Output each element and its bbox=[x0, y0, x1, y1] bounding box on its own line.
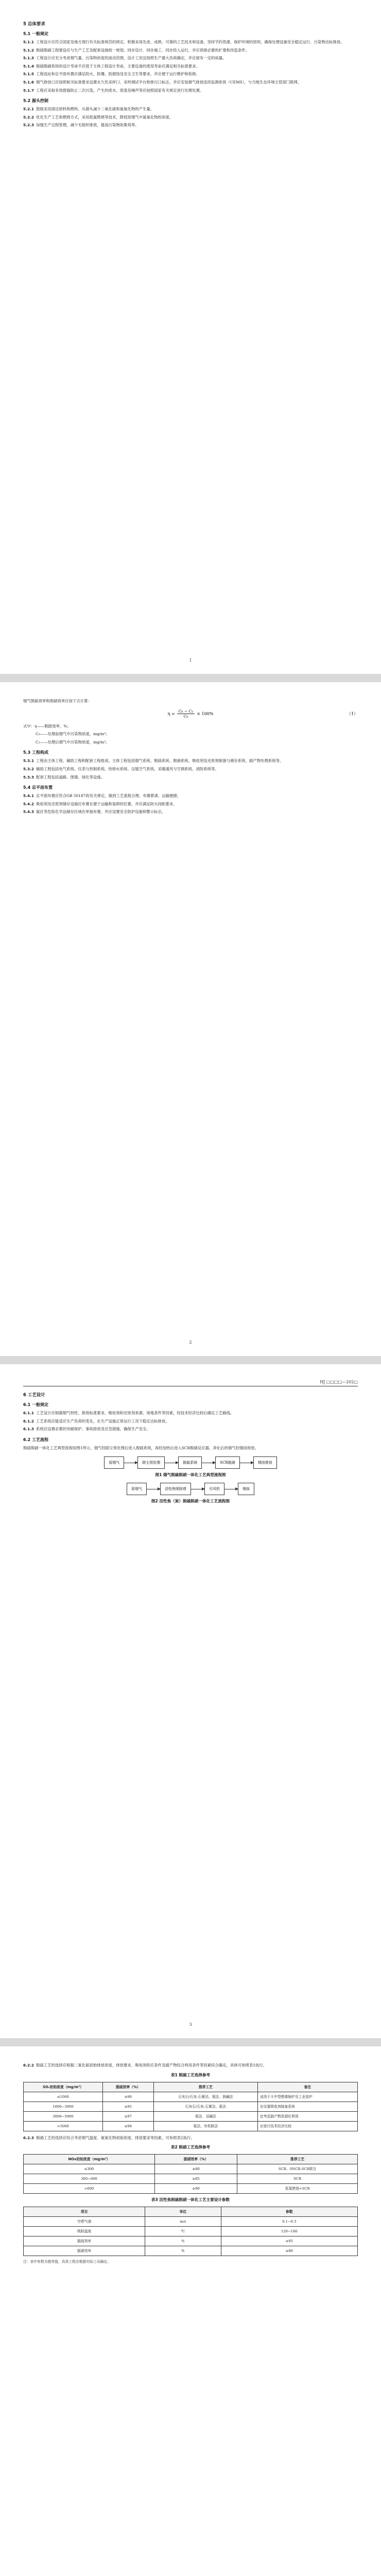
table-cell: ≥95 bbox=[221, 2236, 357, 2246]
formula-denominator: C₀ bbox=[183, 714, 188, 719]
table-header-cell: 脱硫效率（%） bbox=[102, 2082, 153, 2092]
paragraph bbox=[23, 792, 358, 800]
table-header-cell: 参数 bbox=[221, 2207, 357, 2217]
table-row bbox=[24, 2227, 358, 2236]
clause-text: 优化生产工艺和燃烧方式，采用低氮燃烧等技术，降低原烟气中氮氧化物的浓度。 bbox=[36, 114, 174, 120]
table-cell: 应设置吸收剂制备系统 bbox=[257, 2102, 357, 2111]
table-cell: 3000~5000 bbox=[24, 2111, 103, 2121]
paragraph-list bbox=[23, 39, 358, 94]
clause-number: 5.2.3 bbox=[23, 123, 34, 128]
table-cell: SCR bbox=[237, 2174, 358, 2184]
formula-numerator: C₀ − C₁ bbox=[177, 709, 195, 714]
flow-step-box: SCR脱硝 bbox=[215, 1456, 239, 1469]
clause-text: 工艺设计应根据烟气特性、排放标准要求、吸收剂和还原剂来源、场地条件等因素，经技术经济比较后确定工艺路线。 bbox=[36, 1411, 234, 1415]
clause-text: 脱硫工艺的选择应根据二氧化硫初始排放浓度、排放要求、吸收剂供应条件及副产物综合利用条件等因素综合确定，具体可参照表1执行。 bbox=[36, 2063, 267, 2067]
table-row bbox=[24, 2092, 358, 2102]
table-caption: 表1 脱硫工艺选择参考 bbox=[170, 2072, 211, 2077]
table-cell: >5000 bbox=[24, 2121, 103, 2131]
table-cell: m/s bbox=[145, 2217, 221, 2227]
table-cell: ℃ bbox=[145, 2227, 221, 2236]
table-header-cell: 备注 bbox=[257, 2082, 357, 2092]
table-cell: ≥90 bbox=[155, 2184, 237, 2194]
paragraph bbox=[23, 2062, 358, 2069]
subsection-heading: 5.3 工程构成 bbox=[23, 750, 48, 755]
clause-text: 鼓励采用清洁原料和燃料，从源头减少二氧化硫和氮氧化物的产生量。 bbox=[36, 107, 154, 112]
table-cell: ≥80 bbox=[221, 2246, 357, 2256]
page-1-content bbox=[23, 15, 358, 130]
clause-text: 配套工程包括道路、围墙、绿化等设施。 bbox=[36, 774, 105, 779]
flow-step-box: 原烟气 bbox=[127, 1483, 147, 1495]
flow-description: 脱硫脱硝一体化工艺典型流程如图1所示，烟气经除尘预处理后进入脱硫系统，再经加热后进入SCR脱硝反应器，净化后的烟气经烟囱排放。 bbox=[23, 1445, 259, 1450]
table-cell: ≥90 bbox=[102, 2092, 153, 2102]
paragraph bbox=[23, 106, 358, 113]
flow-step-box: 除尘预处理 bbox=[137, 1456, 165, 1469]
formula-var: C₀——处理前烟气中污染物浓度，mg/m³； bbox=[36, 732, 110, 737]
table-cell: 氨法、双碱法 bbox=[153, 2111, 257, 2121]
paragraph bbox=[23, 39, 358, 46]
clause-text: 加强生产过程管理，减少无组织排放，提高污染物收集效率。 bbox=[36, 123, 139, 128]
page-number: 3 bbox=[189, 2022, 192, 2027]
subsection-heading: 6.2 工艺流程 bbox=[23, 1437, 48, 1442]
table-cell: >600 bbox=[24, 2184, 155, 2194]
clause-number: 5.4.3 bbox=[23, 809, 34, 815]
table-cell: 石灰石/石灰-石膏法、氨法、钠碱法 bbox=[153, 2092, 257, 2102]
page-number: 2 bbox=[189, 1340, 192, 1345]
section-heading: 5 总体要求 bbox=[23, 22, 45, 27]
paragraph bbox=[23, 47, 358, 54]
paragraph bbox=[23, 114, 358, 121]
table-row bbox=[24, 2174, 358, 2184]
table-caption: 表3 活性焦脱硫脱硝一体化工艺主要设计参数 bbox=[151, 2197, 230, 2202]
clause-text: 总平面布置应符合GB 50187的有关规定，做到工艺流程合理、布置紧凑、运输便捷。 bbox=[36, 793, 181, 799]
clause-text: 烟气排放口应按照相关标准要求设置永久性采样口、采样测试平台和排污口标志，并应安装烟气排放连续监测系统（CEMS），与当地生态环境主管部门联网。 bbox=[36, 79, 302, 84]
table-cell: ≥95 bbox=[102, 2102, 153, 2111]
clause-text: 脱硫脱硝工程建设应与生产工艺及配套设施统一规划、同步设计、同步施工、同步投入运行，并应预留必要的扩建和改造条件。 bbox=[36, 47, 249, 53]
flow-step-box: 原烟气 bbox=[104, 1456, 124, 1469]
table-row bbox=[24, 2246, 358, 2256]
clause-text: 辅助工程包括电气系统、仪表与控制系统、给排水系统、压缩空气系统、采暖通风与空调系统、消防系统等。 bbox=[36, 766, 219, 771]
efficiency-formula bbox=[23, 709, 358, 719]
clause-text: 工程由主体工程、辅助工程和配套工程组成。主体工程包括烟气系统、脱硫系统、脱硝系统、吸收剂及还原剂制备与储存系统、副产物处理系统等。 bbox=[36, 758, 284, 764]
clause-number: 5.3.1 bbox=[23, 758, 34, 764]
table-cell: 0.1~0.3 bbox=[221, 2217, 357, 2227]
table-cell: 120~160 bbox=[221, 2227, 357, 2236]
subsection-heading: 5.1 一般规定 bbox=[23, 31, 48, 36]
page-3 bbox=[0, 1364, 381, 2038]
clause-number: 5.3.3 bbox=[23, 774, 34, 779]
table-cell: 脱硝效率 bbox=[24, 2246, 145, 2256]
clause-text: 脱硫脱硝系统的设计寿命不应低于主体工程设计寿命，主要设备的使用寿命应满足相关标准要求。 bbox=[36, 63, 200, 69]
clause-number: 5.4.2 bbox=[23, 801, 34, 806]
paragraph bbox=[23, 774, 358, 781]
paragraph bbox=[23, 122, 358, 129]
table-cell: 宜考虑副产物资源化利用 bbox=[257, 2111, 357, 2121]
table-cell: ≤300 bbox=[24, 2164, 155, 2174]
table-cell: 低氮燃烧+SCR bbox=[237, 2184, 358, 2194]
clause-number: 5.2.1 bbox=[23, 107, 34, 112]
clause-number: 5.1.7 bbox=[23, 88, 34, 93]
figure-caption: 图1 烟气脱硫脱硝一体化工艺典型流程图 bbox=[155, 1472, 226, 1478]
table-header-cell: 推荐工艺 bbox=[237, 2155, 358, 2164]
process-flow-diagram bbox=[23, 1483, 358, 1495]
table-cell: 空塔气速 bbox=[24, 2217, 145, 2227]
flow-step-box: 脱硫系统 bbox=[178, 1456, 202, 1469]
clause-number: 6.1.3 bbox=[23, 1427, 34, 1432]
page-2-content bbox=[23, 698, 358, 817]
clause-number: 6.2.2 bbox=[23, 2063, 34, 2067]
paragraph-list bbox=[23, 757, 358, 781]
clause-text: 工程选址和总平面布置应满足防火、防爆、防腐蚀及安全卫生等要求，并应便于运行维护和检修。 bbox=[36, 72, 200, 77]
clause-number: 5.1.3 bbox=[23, 56, 34, 61]
page-number: 1 bbox=[189, 658, 192, 663]
clause-text: 脱硝工艺的选择应综合考虑烟气温度、氮氧化物初始浓度、排放要求等因素，可参照表2执行。 bbox=[36, 2135, 195, 2140]
paragraph bbox=[23, 766, 358, 773]
clause-text: 吸收剂及还原剂储存设施应布置在便于运输和装卸的位置，并应满足防火间距要求。 bbox=[36, 801, 177, 806]
clause-number: 6.1.2 bbox=[23, 1418, 34, 1423]
table-header-cell: NOx初始浓度（mg/m³） bbox=[24, 2155, 155, 2164]
formula-var: C₁——处理后烟气中污染物浓度，mg/m³。 bbox=[36, 739, 110, 744]
paragraph bbox=[23, 1410, 358, 1417]
table-row bbox=[24, 2217, 358, 2227]
page-3-content bbox=[23, 1380, 358, 1508]
table-cell: % bbox=[145, 2236, 221, 2246]
table-row bbox=[24, 2111, 358, 2121]
formula-label: （1） bbox=[347, 711, 358, 716]
clause-number: 5.1.1 bbox=[23, 40, 34, 44]
subsection-heading: 5.4 总平面布置 bbox=[23, 785, 53, 790]
clause-number: 5.4.1 bbox=[23, 793, 34, 799]
table-note: 注：表中参数为推荐值，具体工程应根据实际工况确定。 bbox=[23, 2260, 111, 2264]
page-4 bbox=[0, 2046, 381, 2576]
formula-var: 式中：η——脱除效率，%； bbox=[23, 723, 71, 728]
clause-text: 工程应采取有效措施防止二次污染，产生的废水、废渣及噪声等应按照国家有关规定进行处理处置。 bbox=[36, 88, 204, 93]
formula-fraction bbox=[177, 709, 195, 719]
clause-number: 5.1.5 bbox=[23, 72, 34, 77]
table-cell: ≥80 bbox=[155, 2164, 237, 2174]
table-cell: 300~600 bbox=[24, 2174, 155, 2184]
table-header-cell: 推荐工艺 bbox=[153, 2082, 257, 2092]
formula-lhs: η = bbox=[167, 711, 175, 716]
data-table bbox=[23, 2154, 358, 2194]
clause-number: 5.3.2 bbox=[23, 766, 34, 771]
table-row bbox=[24, 2102, 358, 2111]
clause-number: 5.1.2 bbox=[23, 47, 34, 53]
clause-number: 5.1.4 bbox=[23, 63, 34, 69]
table-cell: 适用于大中型燃煤锅炉及工业窑炉 bbox=[257, 2092, 357, 2102]
table-cell: ≥97 bbox=[102, 2111, 153, 2121]
table-row bbox=[24, 2184, 358, 2194]
paragraph-list bbox=[23, 1410, 358, 1433]
formula-intro: 烟气脱硫效率和脱硝效率应按下式计算： bbox=[23, 699, 92, 703]
paragraph bbox=[23, 801, 358, 808]
paragraph bbox=[23, 79, 358, 86]
clause-number: 6.1.1 bbox=[23, 1411, 34, 1415]
paragraph bbox=[23, 63, 358, 70]
table-cell: 1000~3000 bbox=[24, 2102, 103, 2111]
page-4-content bbox=[23, 2062, 358, 2268]
clause-text: 氨区等危险化学品储存区域应单独布置，并应设置安全防护设施和警示标志。 bbox=[36, 809, 166, 815]
paragraph bbox=[23, 71, 358, 78]
table-row bbox=[24, 2121, 358, 2131]
table-header-cell: SO₂初始浓度（mg/m³） bbox=[24, 2082, 103, 2092]
clause-text: 工程设计应符合国家及地方现行有关标准规范的规定，积极采用先进、成熟、可靠的工艺技术和设备，坚持节约资源、保护环境的原则，确保处理设施安全稳定运行、污染物达标排放。 bbox=[36, 40, 344, 44]
table-cell: ≥98 bbox=[102, 2121, 153, 2131]
clause-text: 工程设计应充分考虑烟气量、污染物浓度的波动范围，设计工况宜按照生产最大负荷确定，并应留有一定的裕量。 bbox=[36, 56, 227, 61]
formula-tail: × 100% bbox=[197, 711, 214, 716]
paragraph bbox=[23, 55, 358, 62]
paragraph bbox=[23, 87, 358, 94]
table-header-cell: 脱硝效率（%） bbox=[155, 2155, 237, 2164]
clause-text: 工艺系统应能适应生产负荷的变化，在生产设施正常运行工况下稳定达标排放。 bbox=[36, 1418, 169, 1423]
clause-number: 6.2.3 bbox=[23, 2135, 34, 2140]
data-table bbox=[23, 2082, 358, 2131]
clause-number: 5.2.2 bbox=[23, 114, 34, 120]
figure-caption: 图2 活性焦（炭）脱硫脱硝一体化工艺流程图 bbox=[151, 1499, 230, 1504]
paragraph bbox=[23, 757, 358, 765]
table-cell: % bbox=[145, 2246, 221, 2256]
table-cell: ≤1000 bbox=[24, 2092, 103, 2102]
paragraph bbox=[23, 808, 358, 816]
page-1 bbox=[0, 0, 381, 674]
page-2 bbox=[0, 682, 381, 1356]
table-cell: 氨法、有机胺法 bbox=[153, 2121, 257, 2131]
data-table bbox=[23, 2207, 358, 2256]
table-cell: 应进行技术经济比较 bbox=[257, 2121, 357, 2131]
flow-step-box: 引风机 bbox=[204, 1483, 224, 1495]
table-caption: 表2 脱硝工艺选择参考 bbox=[170, 2145, 211, 2150]
table-cell: 吸附温度 bbox=[24, 2227, 145, 2236]
running-header: HJ □□□□—202□ bbox=[23, 1380, 358, 1386]
table-header-cell: 项目 bbox=[24, 2207, 145, 2217]
table-cell: SCR、SNCR-SCR联合 bbox=[237, 2164, 358, 2174]
table-cell: 石灰石/石灰-石膏法、氨法 bbox=[153, 2102, 257, 2111]
table-row bbox=[24, 2236, 358, 2246]
flow-step-box: 活性焦吸附塔 bbox=[160, 1483, 191, 1495]
flow-step-box: 烟囱排放 bbox=[253, 1456, 277, 1469]
paragraph bbox=[23, 1418, 358, 1425]
clause-text: 系统应设置必要的旁路保护、事故排放及应急措施，确保生产安全。 bbox=[36, 1427, 150, 1432]
table-row bbox=[24, 2164, 358, 2174]
paragraph-list bbox=[23, 792, 358, 816]
paragraph-list bbox=[23, 106, 358, 129]
subsection-heading: 6.1 一般规定 bbox=[23, 1402, 48, 1407]
subsection-heading: 5.2 源头控制 bbox=[23, 98, 48, 104]
flow-step-box: 烟囱 bbox=[238, 1483, 254, 1495]
paragraph bbox=[23, 1426, 358, 1433]
table-header-cell: 单位 bbox=[145, 2207, 221, 2217]
paragraph bbox=[23, 2134, 358, 2142]
table-cell: 脱硫效率 bbox=[24, 2236, 145, 2246]
section-heading: 6 工艺设计 bbox=[23, 1393, 45, 1398]
table-cell: ≥85 bbox=[155, 2174, 237, 2184]
clause-number: 5.1.6 bbox=[23, 79, 34, 84]
process-flow-diagram bbox=[23, 1456, 358, 1469]
